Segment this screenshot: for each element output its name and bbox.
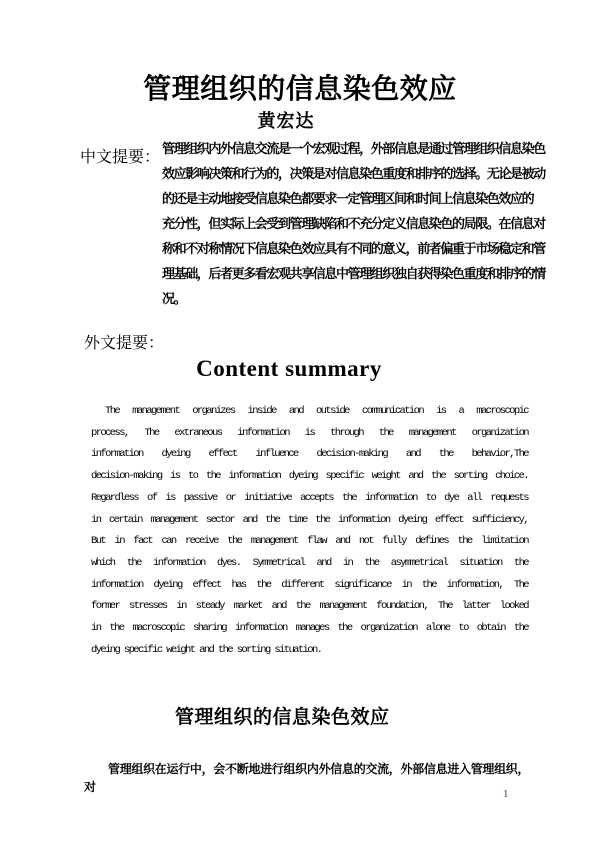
english-abstract-line: information dyeing effect influence decision-making and the behavior,The xyxy=(91,448,528,461)
english-abstract-line: former stresses in steady market and the management foundation, The latter looked xyxy=(91,600,528,613)
english-abstract-line: which the information dyes. Symmetrical and in the asymmetrical situation the xyxy=(91,556,528,569)
foreign-abstract-label: 外文提要： xyxy=(84,333,165,352)
english-abstract-line: dyeing specific weight and the sorting situation. xyxy=(91,643,322,656)
english-abstract-line: Regardless of is passive or initiative accepts the information to dye all requests xyxy=(91,491,528,504)
chinese-abstract-text xyxy=(162,137,545,312)
english-abstract-line: in the macroscopic sharing information manages the organization alone to obtain the xyxy=(91,622,528,635)
chinese-abstract-line: 管理组织内外信息交流是一个宏观过程，外部信息是通过管理组织信息染色 xyxy=(162,142,545,157)
chinese-abstract-line: 充分性，但实际上会受到管理缺陷和不充分定义信息染色的局限。在信息对 xyxy=(162,217,545,232)
english-abstract-line: in certain management sector and the time the information dyeing effect sufficiency, xyxy=(91,513,528,526)
english-abstract-line: The management organizes inside and outside communication is a macroscopic xyxy=(105,405,528,417)
english-abstract-text xyxy=(91,401,528,661)
chinese-abstract-line: 称和不对称情况下信息染色效应具有不同的意义，前者偏重于市场稳定和管 xyxy=(162,242,545,257)
chinese-abstract-line: 的还是主动地接受信息染色都要求一定管理区间和时间上信息染色效应的 xyxy=(162,192,534,207)
english-abstract-line: But in fact can receive the management flaw and not fully defines the limitation xyxy=(91,535,528,548)
page-number: 1 xyxy=(503,788,509,800)
chinese-abstract-label: 中文提要： xyxy=(80,147,161,166)
body-paragraph: 管理组织在运行中，会不断地进行组织内外信息的交流，外部信息进入管理组织，对 xyxy=(84,762,530,794)
document-title: 管理组织的信息染色效应 xyxy=(143,72,457,105)
section-heading: 管理组织的信息染色效应 xyxy=(175,706,390,728)
english-abstract-line: process, The extraneous information is through the management organization xyxy=(91,426,528,439)
english-abstract-line: information dyeing effect has the different significance in the information, The xyxy=(91,578,528,591)
english-abstract-line: decision-making is to the information dyeing specific weight and the sorting choice. xyxy=(91,470,528,483)
chinese-abstract-line: 况。 xyxy=(162,292,186,307)
chinese-abstract-line: 效应影响决策和行为的，决策是对信息染色重度和排序的选择。无论是被动 xyxy=(162,167,545,182)
content-summary-heading: Content summary xyxy=(196,356,382,381)
author-name: 黄宏达 xyxy=(257,111,315,132)
chinese-abstract-line: 理基础，后者更多看宏观共享信息中管理组织独自获得染色重度和排序的情 xyxy=(162,267,545,282)
